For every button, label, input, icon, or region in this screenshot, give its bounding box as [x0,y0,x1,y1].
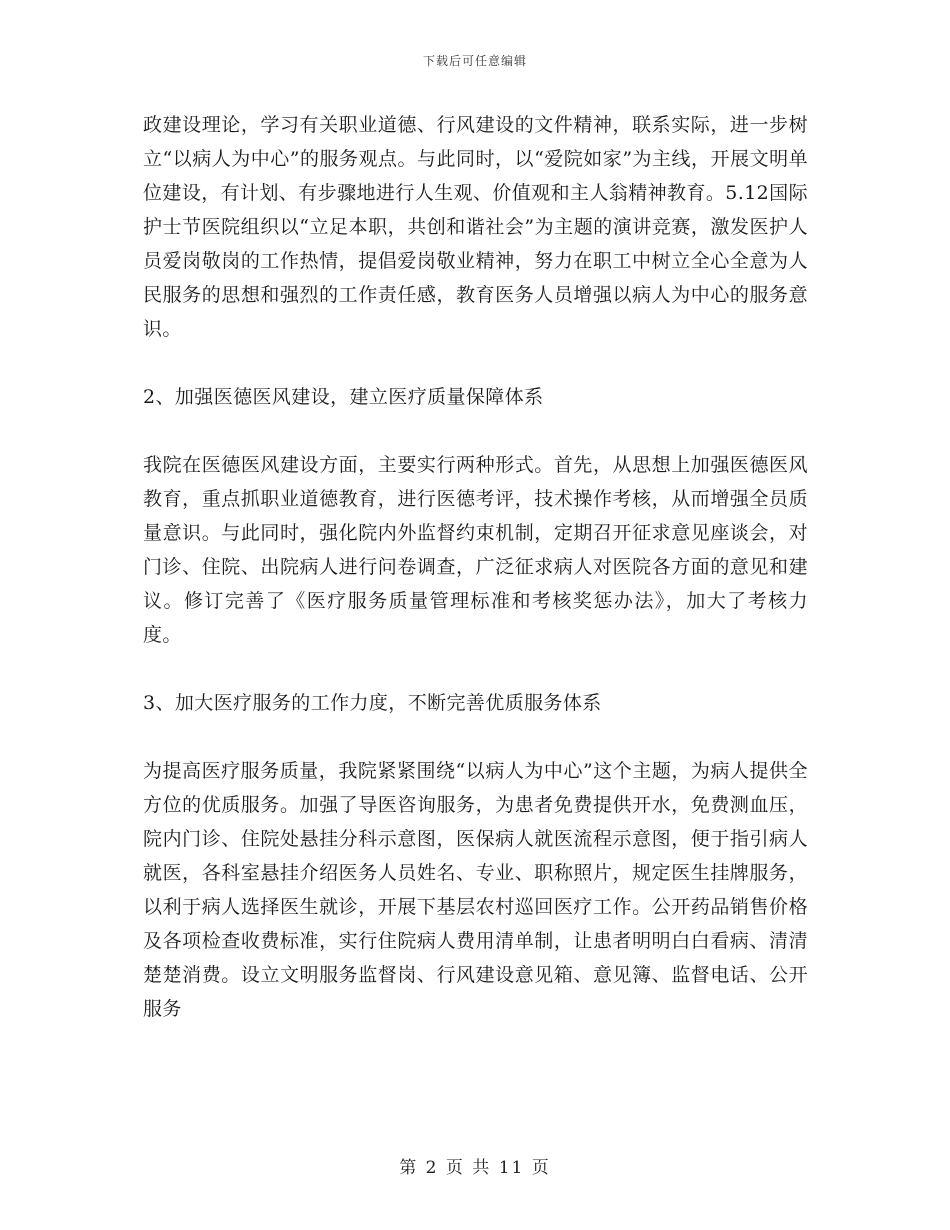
page-header: 下载后可任意编辑 [422,54,527,68]
document-body [143,108,808,1026]
paragraph-medical-ethics: 我院在医德医风建设方面，主要实行两种形式。首先，从思想上加强医德医风教育，重点抓职业道德教育，进行医德考评，技术操作考核，从而增强全员质量意识。与此同时，强化院内外监督约束机制，定期召开征求意见座谈会，对门诊、住院、出院病人进行问卷调查，广泛征求病人对医院各方面的意见和建议。修订完善了《医疗服务质量管理标准和考核奖惩办法》，加大了考核力度。 [143,454,808,646]
paragraph-ethics-education: 政建设理论，学习有关职业道德、行风建设的文件精神，联系实际，进一步树立“以病人为中心”的服务观点。与此同时，以“爱院如家”为主线，开展文明单位建设，有计划、有步骤地进行人生观、价值观和主人翁精神教育。5.12国际护士节医院组织以“立足本职，共创和谐社会”为主题的演讲竞赛，激发医护人员爱岗敬岗的工作热情，提倡爱岗敬业精神，努力在职工中树立全心全意为人民服务的思想和强烈的工作责任感，教育医务人员增强以病人为中心的服务意识。 [143,114,808,340]
section-heading-3: 3、加大医疗服务的工作力度，不断完善优质服务体系 [143,692,602,714]
section-heading-2: 2、加强医德医风建设，建立医疗质量保障体系 [143,386,544,408]
page-number: 第 2 页 共 11 页 [399,1158,551,1178]
paragraph-service-quality: 为提高医疗服务质量，我院紧紧围绕“以病人为中心”这个主题，为病人提供全方位的优质服务。加强了导医咨询服务，为患者免费提供开水，免费测血压，院内门诊、住院处悬挂分科示意图，医保病人就医流程示意图，便于指引病人就医，各科室悬挂介绍医务人员姓名、专业、职称照片，规定医生挂牌服务，以利于病人选择医生就诊，开展下基层农村巡回医疗工作。公开药品销售价格及各项检查收费标准，实行住院病人费用清单制，让患者明明白白看病、清清楚楚消费。设立文明服务监督岗、行风建设意见箱、意见簿、监督电话、公开服务 [143,760,808,1020]
